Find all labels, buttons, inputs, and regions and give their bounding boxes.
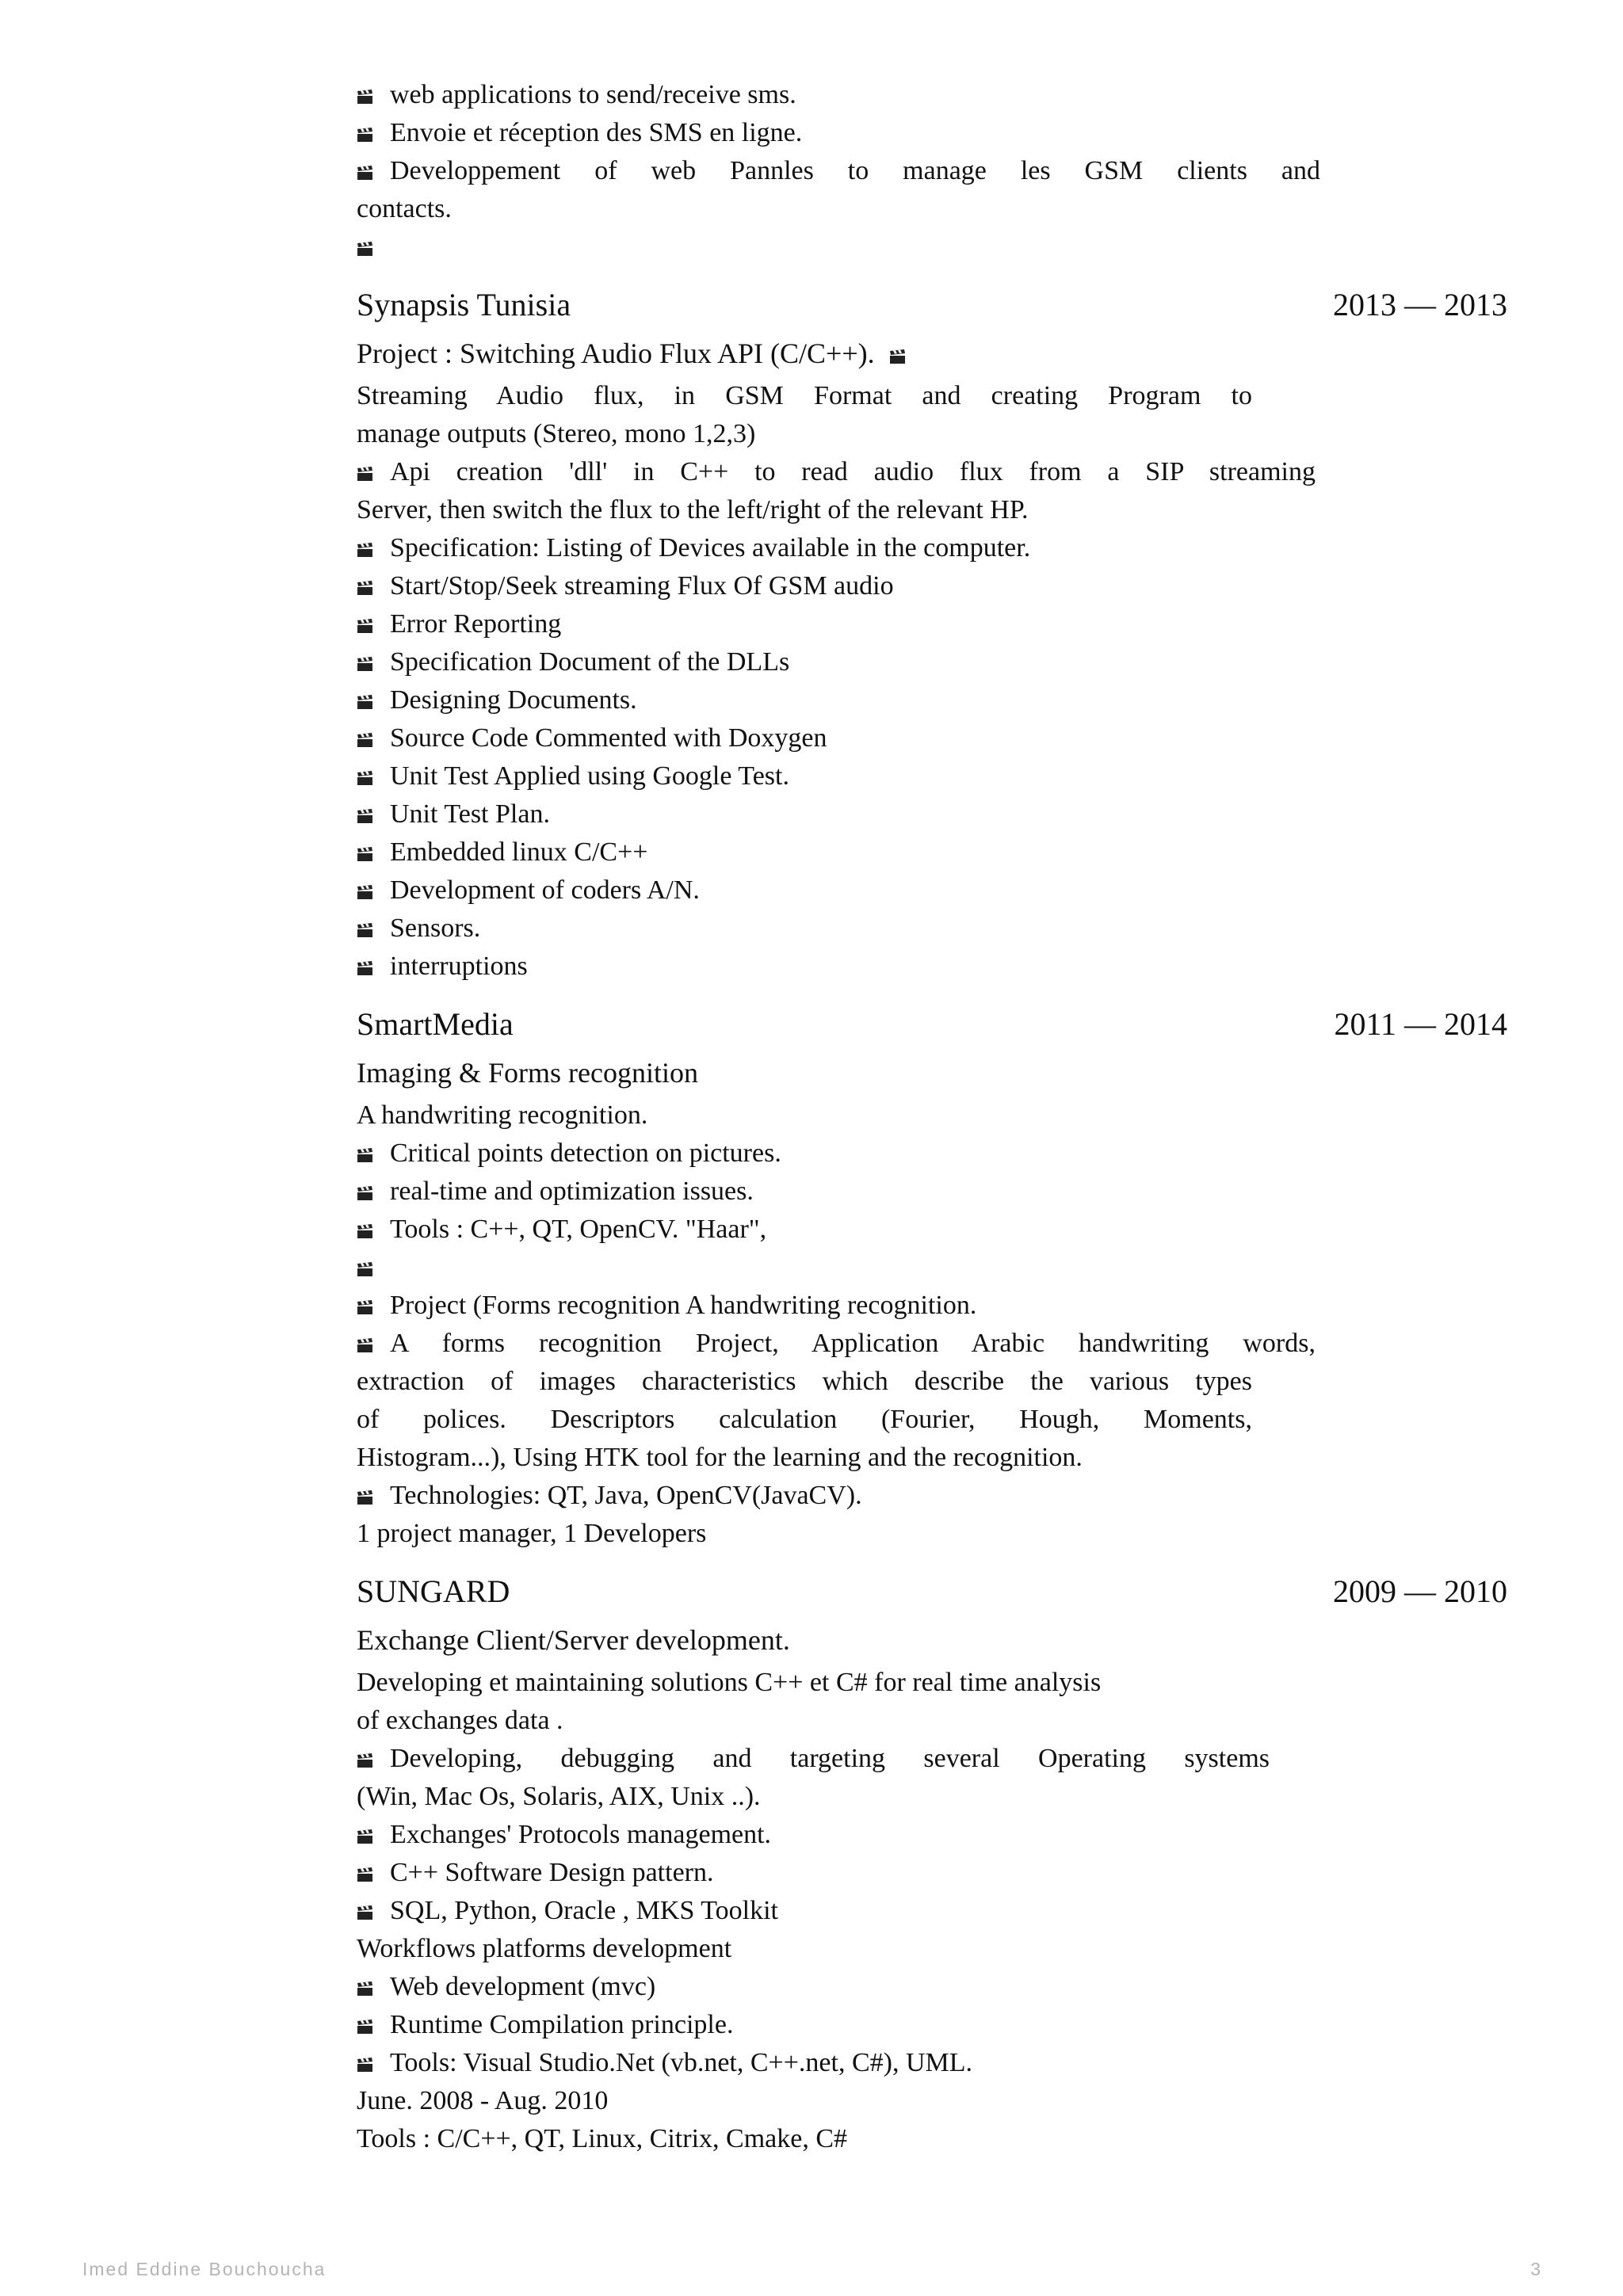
project-title bbox=[357, 330, 1507, 377]
list-item bbox=[357, 1325, 1316, 1363]
clapperboard-icon bbox=[357, 847, 374, 862]
clapperboard-icon bbox=[357, 1148, 374, 1163]
description-line: Developing et maintaining solutions C++ et C# for real time analysis bbox=[357, 1668, 1102, 1697]
list-item bbox=[357, 2006, 1507, 2044]
clapperboard-icon bbox=[357, 1262, 374, 1277]
list-item bbox=[357, 1249, 1507, 1287]
list-item bbox=[357, 228, 1507, 266]
clapperboard-icon bbox=[357, 2019, 374, 2035]
list-item bbox=[357, 1740, 1270, 1778]
list-item bbox=[357, 1854, 1507, 1892]
bullet-text: Unit Test Applied using Google Test. bbox=[390, 761, 789, 791]
clapperboard-icon bbox=[357, 1905, 374, 1920]
list-item bbox=[357, 1135, 1507, 1173]
clapperboard-icon bbox=[357, 543, 374, 558]
list-item bbox=[357, 1287, 1507, 1325]
experience-header bbox=[357, 280, 1507, 330]
company-name: SmartMedia bbox=[357, 1006, 514, 1042]
list-item bbox=[357, 152, 1320, 190]
description-line: of polices. Descriptors calculation (Fourier, Hough, Moments, bbox=[357, 1405, 1252, 1434]
clapperboard-icon bbox=[357, 695, 374, 710]
clapperboard-icon bbox=[357, 467, 374, 482]
bullet-text: Exchanges' Protocols management. bbox=[390, 1820, 772, 1849]
project-title: Imaging & Forms recognition bbox=[357, 1057, 698, 1089]
description-line: Histogram...), Using HTK tool for the learning and the recognition. bbox=[357, 1443, 1083, 1472]
bullet-text: Start/Stop/Seek streaming Flux Of GSM audio bbox=[390, 571, 894, 601]
bullet-text: Api creation 'dll' in C++ to read audio flux from a SIP streaming bbox=[390, 457, 1316, 486]
list-item bbox=[357, 529, 1507, 567]
clapperboard-icon bbox=[357, 2058, 374, 2073]
description-line: (Win, Mac Os, Solaris, AIX, Unix ..). bbox=[357, 1782, 761, 1811]
intro-section bbox=[357, 76, 1507, 266]
bullet-text: SQL, Python, Oracle , MKS Toolkit bbox=[390, 1896, 778, 1925]
clapperboard-icon bbox=[357, 1300, 374, 1315]
page-footer bbox=[82, 2259, 1542, 2287]
bullet-text: interruptions bbox=[390, 952, 528, 981]
bullet-text: Designing Documents. bbox=[390, 685, 637, 715]
date-range: 2011 — 2014 bbox=[1334, 1006, 1507, 1042]
clapperboard-icon bbox=[357, 242, 374, 257]
clapperboard-icon bbox=[357, 619, 374, 634]
bullet-text: Developing, debugging and targeting several Operating systems bbox=[390, 1744, 1270, 1773]
clapperboard-icon bbox=[889, 349, 907, 364]
clapperboard-icon bbox=[357, 166, 374, 181]
list-item bbox=[357, 1477, 1507, 1515]
bullet-text: Tools : C++, QT, OpenCV. "Haar", bbox=[390, 1215, 767, 1244]
list-item bbox=[357, 1892, 1507, 1930]
bullet-text: Source Code Commented with Doxygen bbox=[390, 723, 827, 753]
bullet-text: Specification Document of the DLLs bbox=[390, 647, 790, 677]
list-item bbox=[357, 567, 1507, 605]
clapperboard-icon bbox=[357, 657, 374, 672]
clapperboard-icon bbox=[357, 961, 374, 976]
employment-period: June. 2008 - Aug. 2010 bbox=[357, 2086, 609, 2115]
list-item bbox=[357, 1173, 1507, 1211]
list-item bbox=[357, 948, 1507, 986]
clapperboard-icon bbox=[357, 1829, 374, 1844]
list-item bbox=[357, 833, 1507, 871]
bullet-list bbox=[357, 1816, 1507, 1930]
clapperboard-icon bbox=[357, 90, 374, 105]
description-line: A handwriting recognition. bbox=[357, 1100, 648, 1130]
list-item bbox=[357, 453, 1316, 491]
bullet-text: Developpement of web Pannles to manage les GSM clients and bbox=[390, 156, 1320, 185]
experience-smartmedia bbox=[357, 1000, 1507, 1553]
list-item bbox=[357, 1211, 1507, 1249]
bullet-text: Web development (mvc) bbox=[390, 1972, 656, 2001]
bullet-text: Development of coders A/N. bbox=[390, 875, 700, 905]
list-item bbox=[357, 1816, 1507, 1854]
list-item bbox=[357, 871, 1507, 910]
clapperboard-icon bbox=[357, 1867, 374, 1882]
experience-sungard bbox=[357, 1567, 1507, 2158]
date-range: 2009 — 2010 bbox=[1333, 1573, 1507, 1609]
clapperboard-icon bbox=[357, 1981, 374, 1997]
bullet-text: Technologies: QT, Java, OpenCV(JavaCV). bbox=[390, 1481, 862, 1510]
list-item bbox=[357, 643, 1507, 681]
continuation-text: contacts. bbox=[357, 194, 452, 223]
footer-author: Imed Eddine Bouchoucha bbox=[82, 2259, 327, 2279]
clapperboard-icon bbox=[357, 771, 374, 786]
bullet-text: Unit Test Plan. bbox=[390, 799, 550, 829]
list-item bbox=[357, 2044, 1507, 2082]
clapperboard-icon bbox=[357, 1224, 374, 1239]
clapperboard-icon bbox=[357, 809, 374, 824]
project-title-text: Project : Switching Audio Flux API (C/C++). bbox=[357, 338, 875, 369]
date-range: 2013 — 2013 bbox=[1333, 287, 1507, 322]
description-line: Workflows platforms development bbox=[357, 1934, 732, 1963]
bullet-list bbox=[357, 529, 1507, 986]
clapperboard-icon bbox=[357, 923, 374, 938]
company-name: Synapsis Tunisia bbox=[357, 287, 571, 322]
bullet-list bbox=[357, 1135, 1507, 1325]
bullet-text: C++ Software Design pattern. bbox=[390, 1858, 714, 1887]
bullet-text: Critical points detection on pictures. bbox=[390, 1138, 781, 1168]
clapperboard-icon bbox=[357, 1338, 374, 1353]
experience-synapsis bbox=[357, 280, 1507, 986]
experience-header bbox=[357, 1567, 1507, 1616]
bullet-text: Tools: Visual Studio.Net (vb.net, C++.net, C#), UML. bbox=[390, 2048, 973, 2077]
page-number: 3 bbox=[1530, 2259, 1542, 2279]
clapperboard-icon bbox=[357, 1753, 374, 1768]
company-name: SUNGARD bbox=[357, 1573, 510, 1609]
experience-header bbox=[357, 1000, 1507, 1049]
list-item bbox=[357, 910, 1507, 948]
description-line: manage outputs (Stereo, mono 1,2,3) bbox=[357, 419, 756, 448]
project-title: Exchange Client/Server development. bbox=[357, 1624, 790, 1656]
bullet-text: Error Reporting bbox=[390, 609, 562, 639]
bullet-text: Specification: Listing of Devices available in the computer. bbox=[390, 533, 1031, 563]
clapperboard-icon bbox=[357, 885, 374, 900]
bullet-text: A forms recognition Project, Application Arabic handwriting words, bbox=[390, 1329, 1316, 1358]
list-item bbox=[357, 719, 1507, 757]
team-size: 1 project manager, 1 Developers bbox=[357, 1519, 707, 1548]
bullet-list bbox=[357, 1968, 1507, 2082]
list-item bbox=[357, 795, 1507, 833]
tools-line: Tools : C/C++, QT, Linux, Citrix, Cmake, C# bbox=[357, 2124, 848, 2153]
list-item bbox=[357, 757, 1507, 795]
list-item bbox=[357, 76, 1507, 114]
description-line: Server, then switch the flux to the left/right of the relevant HP. bbox=[357, 495, 1029, 524]
list-item bbox=[357, 114, 1507, 152]
clapperboard-icon bbox=[357, 733, 374, 748]
description-line: extraction of images characteristics which describe the various types bbox=[357, 1367, 1252, 1396]
list-item bbox=[357, 605, 1507, 643]
description-line: Streaming Audio flux, in GSM Format and creating Program to bbox=[357, 381, 1252, 410]
clapperboard-icon bbox=[357, 128, 374, 143]
resume-page-content bbox=[357, 76, 1507, 2158]
bullet-text: Runtime Compilation principle. bbox=[390, 2010, 734, 2039]
list-item bbox=[357, 681, 1507, 719]
bullet-text: Sensors. bbox=[390, 913, 481, 943]
bullet-text: Embedded linux C/C++ bbox=[390, 837, 648, 867]
list-item bbox=[357, 1968, 1507, 2006]
bullet-text: Project (Forms recognition A handwriting recognition. bbox=[390, 1291, 977, 1320]
clapperboard-icon bbox=[357, 1490, 374, 1505]
bullet-text: real-time and optimization issues. bbox=[390, 1177, 754, 1206]
bullet-text: web applications to send/receive sms. bbox=[390, 80, 796, 109]
clapperboard-icon bbox=[357, 1186, 374, 1201]
description-line: of exchanges data . bbox=[357, 1706, 563, 1735]
clapperboard-icon bbox=[357, 581, 374, 596]
bullet-text: Envoie et réception des SMS en ligne. bbox=[390, 118, 803, 147]
